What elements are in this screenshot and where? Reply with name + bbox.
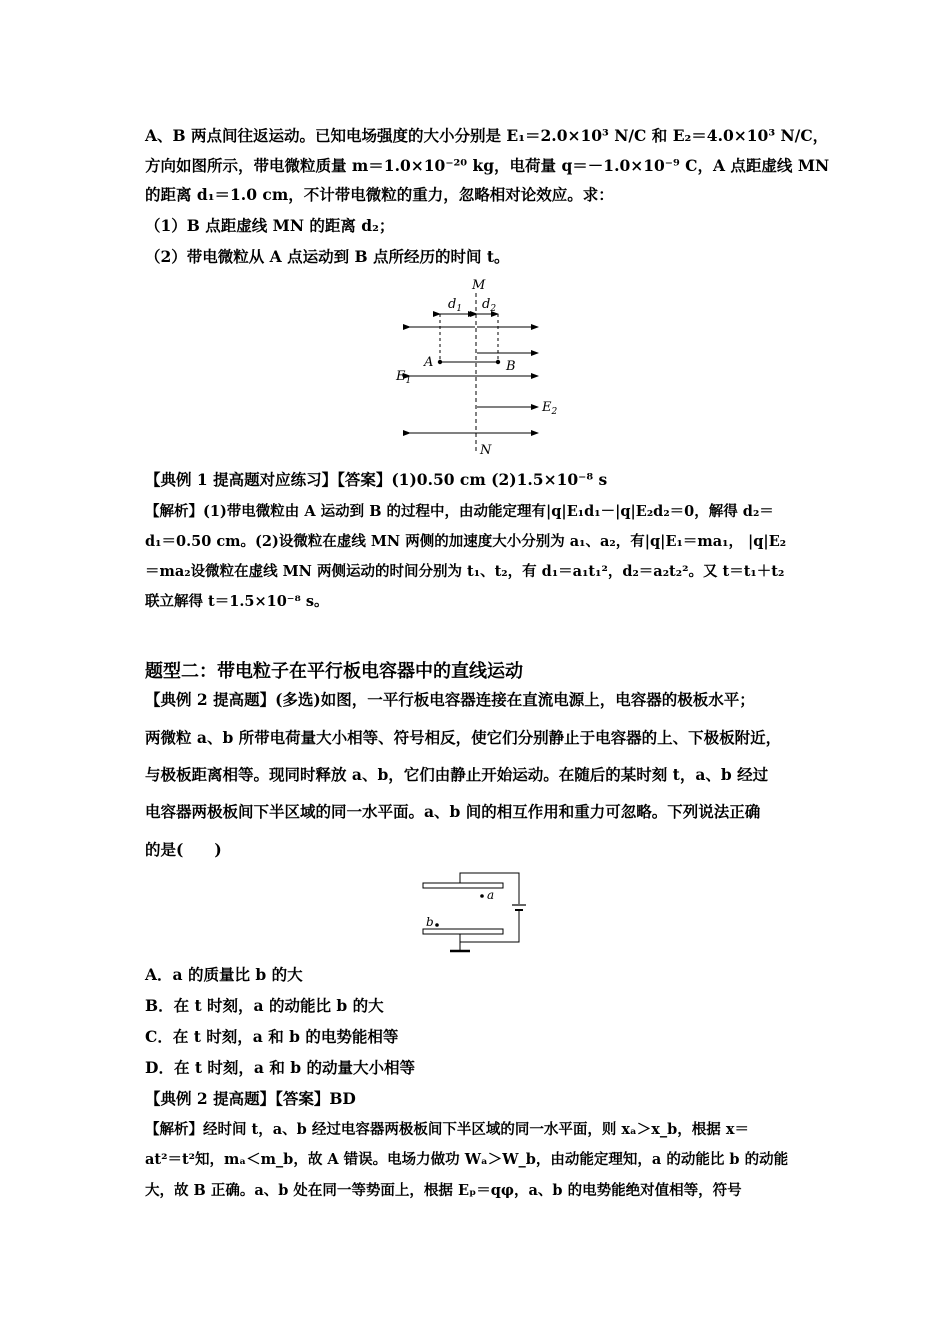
problem2-line-5: 的是( ) bbox=[145, 840, 222, 859]
problem2-analysis-3: 大，故 B 正确。a、b 处在同一等势面上，根据 Eₚ＝qφ，a、b 的电势能绝对值相等，符号 bbox=[145, 1182, 742, 1199]
problem2-line-1: 【典例 2 提高题】(多选)如图，一平行板电容器连接在直流电源上，电容器的极板水平； bbox=[145, 690, 755, 709]
problem1-question-1: （1）B 点距虚线 MN 的距离 d₂； bbox=[145, 216, 395, 235]
problem1-line-1: A、B 两点间往返运动。已知电场强度的大小分别是 E₁＝2.0×10³ N/C 和 E₂＝4.0×10³ N/C， bbox=[145, 126, 829, 145]
problem2-answer: 【典例 2 提高题】【答案】BD bbox=[145, 1089, 356, 1108]
option-d: D．在 t 时刻，a 和 b 的动量大小相等 bbox=[145, 1058, 415, 1077]
label-m: M bbox=[472, 278, 486, 293]
problem1-analysis-3: ＝ma₂设微粒在虚线 MN 两侧运动的时间分别为 t₁、t₂，有 d₁＝a₁t₁²，d₂＝a₂t₂²。又 t＝t₁＋t₂ bbox=[145, 563, 785, 580]
point-b bbox=[496, 360, 500, 364]
particle-a bbox=[480, 894, 484, 898]
option-b: B．在 t 时刻，a 的动能比 b 的大 bbox=[145, 996, 384, 1015]
problem1-analysis-4: 联立解得 t＝1.5×10⁻⁸ s。 bbox=[145, 593, 329, 610]
problem2-analysis-2: at²＝t²知，mₐ＜m_b，故 A 错误。电场力做功 Wₐ＞W_b，由动能定理知，a 的动能比 b 的动能 bbox=[145, 1151, 789, 1168]
capacitor-diagram bbox=[415, 868, 535, 958]
lower-wire bbox=[460, 910, 519, 942]
problem2-line-3: 与极板距离相等。现同时释放 a、b，它们由静止开始运动。在随后的某时刻 t，a、b 经过 bbox=[145, 765, 769, 784]
problem1-analysis-2: d₁＝0.50 cm。(2)设微粒在虚线 MN 两侧的加速度大小分别为 a₁、a₂，有|q|E₁＝ma₁， |q|E₂ bbox=[145, 533, 787, 550]
label-e2: $E_2$ bbox=[542, 400, 558, 417]
option-a: A．a 的质量比 b 的大 bbox=[145, 965, 303, 984]
lower-plate bbox=[423, 929, 503, 934]
label-e1: $E_1$ bbox=[396, 369, 412, 386]
field-diagram bbox=[390, 276, 570, 461]
option-c: C．在 t 时刻，a 和 b 的电势能相等 bbox=[145, 1027, 399, 1046]
label-a: A bbox=[424, 355, 434, 370]
particle-b bbox=[435, 923, 439, 927]
section-title: 题型二：带电粒子在平行板电容器中的直线运动 bbox=[145, 661, 523, 682]
problem2-line-4: 电容器两极板间下半区域的同一水平面。a、b 间的相互作用和重力可忽略。下列说法正确 bbox=[145, 802, 761, 821]
problem1-answer: 【典例 1 提高题对应练习】【答案】(1)0.50 cm (2)1.5×10⁻⁸ s bbox=[145, 470, 608, 489]
problem2-analysis-1: 【解析】经时间 t，a、b 经过电容器两极板间下半区域的同一水平面，则 xₐ＞x_b，根据 x＝ bbox=[145, 1121, 749, 1138]
label-b: B bbox=[506, 359, 516, 374]
label-particle-b: b bbox=[426, 915, 434, 929]
problem1-question-2: （2）带电微粒从 A 点运动到 B 点所经历的时间 t。 bbox=[145, 247, 510, 266]
label-d1: $d_1$ bbox=[448, 297, 463, 314]
problem1-line-3: 的距离 d₁＝1.0 cm，不计带电微粒的重力，忽略相对论效应。求： bbox=[145, 185, 614, 204]
problem1-line-2: 方向如图所示，带电微粒质量 m＝1.0×10⁻²⁰ kg，电荷量 q＝－1.0×10⁻⁹ C，A 点距虚线 MN bbox=[145, 156, 830, 175]
point-a bbox=[438, 360, 442, 364]
label-n: N bbox=[480, 443, 492, 458]
problem1-analysis-1: 【解析】(1)带电微粒由 A 运动到 B 的过程中，由动能定理有|q|E₁d₁－|q|E₂d₂＝0，解得 d₂＝ bbox=[145, 503, 774, 520]
label-particle-a: a bbox=[487, 888, 495, 902]
label-d2: $d_2$ bbox=[482, 297, 497, 314]
problem2-line-2: 两微粒 a、b 所带电荷量大小相等、符号相反，使它们分别静止于电容器的上、下极板附近， bbox=[145, 728, 782, 747]
